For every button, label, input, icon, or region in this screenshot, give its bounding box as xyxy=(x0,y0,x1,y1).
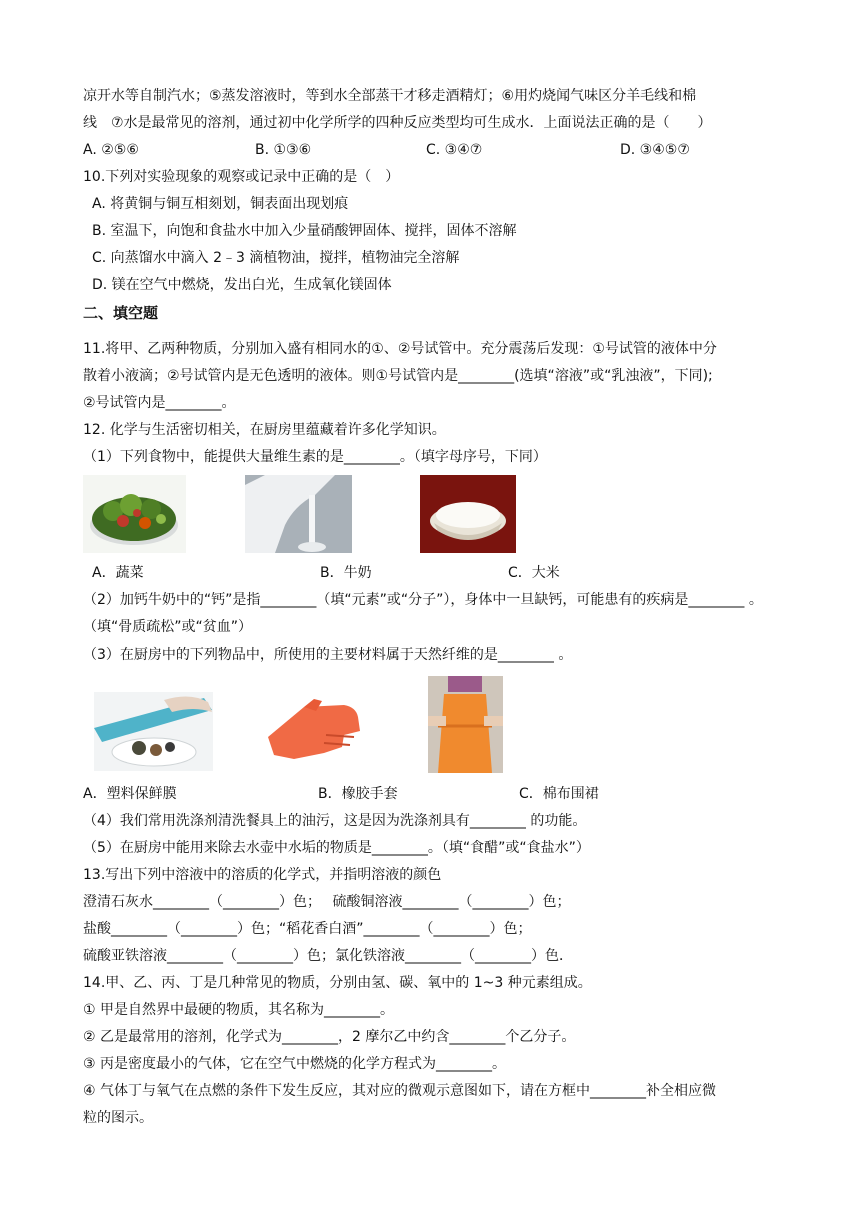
q14-item-4b: 粒的图示。 xyxy=(83,1110,153,1126)
q9-line-2: 线 ⑦水是最常见的溶剂，通过初中化学所学的四种反应类型均可生成水．上面说法正确的是（ ） xyxy=(83,115,712,131)
q13-stem: 13.写出下列中溶液中的溶质的化学式，并指明溶液的颜色 xyxy=(83,867,442,883)
q12-stem: 12. 化学与生活密切相关，在厨房里蕴藏着许多化学知识。 xyxy=(83,422,446,438)
q10-option-a: A. 将黄铜与铜互相刻划，铜表面出现划痕 xyxy=(92,196,349,212)
q13-row-1: 澄清石灰水________（________）色； 硫酸铜溶液________（________）色； xyxy=(83,894,571,910)
q10-option-c: C. 向蒸馏水中滴入 2﹣3 滴植物油，搅拌，植物油完全溶解 xyxy=(92,250,460,266)
q10-stem: 10.下列对实验现象的观察或记录中正确的是（ ） xyxy=(83,169,400,185)
q9-option-b: B. ①③⑥ xyxy=(255,142,312,158)
cotton-apron-image xyxy=(428,676,503,773)
vegetable-salad-image xyxy=(83,475,186,553)
plastic-wrap-image xyxy=(94,692,213,771)
q12-part-5: （5）在厨房中能用来除去水壶中水垢的物质是________。（填“食醋”或“食盐水”） xyxy=(83,840,590,856)
q11-line-1: 11.将甲、乙两种物质，分别加入盛有相同水的①、②号试管中。充分震荡后发现：①号试管的液体中分 xyxy=(83,341,717,357)
q14-item-2: ② 乙是最常用的溶剂，化学式为________，2 摩尔乙中约含________个乙分子。 xyxy=(83,1029,576,1045)
food-caption-b: B．牛奶 xyxy=(320,565,372,581)
q9-option-c: C. ③④⑦ xyxy=(426,142,483,158)
q13-row-3: 硫酸亚铁溶液________（________）色；氯化铁溶液________（________）色． xyxy=(83,948,573,964)
section-heading: 二、填空题 xyxy=(83,304,159,322)
q12-part-2b: （填“骨质疏松”或“贫血”） xyxy=(83,619,253,635)
rubber-gloves-image xyxy=(264,697,362,762)
food-caption-a: A．蔬菜 xyxy=(92,565,144,581)
q11-line-2: 散着小液滴；②号试管内是无色透明的液体。则①号试管内是________(选填“溶液”或“乳浊液”，下同); xyxy=(83,368,713,384)
q14-item-3: ③ 丙是密度最小的气体，它在空气中燃烧的化学方程式为________。 xyxy=(83,1056,506,1072)
item-caption-c: C．棉布围裙 xyxy=(519,786,599,802)
milk-pour-image xyxy=(245,475,352,553)
q14-stem: 14.甲、乙、丙、丁是几种常见的物质，分别由氢、碳、氧中的 1~3 种元素组成。 xyxy=(83,975,592,991)
q10-option-d: D. 镁在空气中燃烧，发出白光，生成氧化镁固体 xyxy=(92,277,392,293)
item-caption-a: A．塑料保鲜膜 xyxy=(83,786,177,802)
q12-part-2a: （2）加钙牛奶中的“钙”是指________（填“元素”或“分子”），身体中一旦缺钙，可能患有的疾病是________ 。 xyxy=(83,592,763,608)
q14-item-4a: ④ 气体丁与氧气在点燃的条件下发生反应，其对应的微观示意图如下，请在方框中________补全相应微 xyxy=(83,1083,716,1099)
q14-item-1: ① 甲是自然界中最硬的物质，其名称为________。 xyxy=(83,1002,394,1018)
q9-option-a: A. ②⑤⑥ xyxy=(83,142,139,158)
q9-line-1: 凉开水等自制汽水；⑤蒸发溶液时，等到水全部蒸干才移走酒精灯；⑥用灼烧闻气味区分羊毛线和棉 xyxy=(83,88,697,104)
q10-option-b: B. 室温下，向饱和食盐水中加入少量硝酸钾固体、搅拌，固体不溶解 xyxy=(92,223,517,239)
item-caption-b: B．橡胶手套 xyxy=(318,786,398,802)
q12-part-4: （4）我们常用洗涤剂清洗餐具上的油污，这是因为洗涤剂具有________ 的功能。 xyxy=(83,813,587,829)
rice-bowl-image xyxy=(420,475,516,553)
q13-row-2: 盐酸________（________）色；“稻花香白酒”________（________）色； xyxy=(83,921,532,937)
q11-line-3: ②号试管内是________。 xyxy=(83,395,236,411)
q12-part-3: （3）在厨房中的下列物品中，所使用的主要材料属于天然纤维的是________ 。 xyxy=(83,647,573,663)
q12-part-1: （1）下列食物中，能提供大量维生素的是________。（填字母序号，下同） xyxy=(83,449,547,465)
q9-option-d: D. ③④⑤⑦ xyxy=(620,142,690,158)
food-caption-c: C．大米 xyxy=(508,565,560,581)
